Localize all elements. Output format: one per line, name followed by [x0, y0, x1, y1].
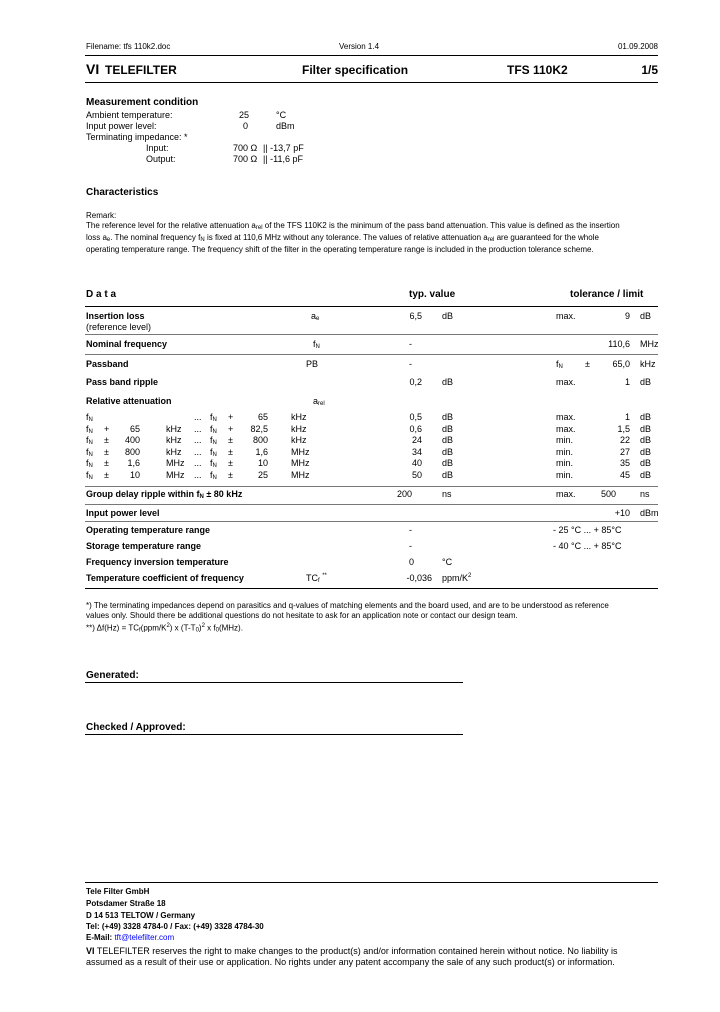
typ-unit: dB [442, 470, 454, 480]
relatt-row [0, 447, 720, 459]
footnote-2: **) $\Delta f(Hz) = TC_f(ppm/K^2)$ x $(T-T_0)^2$ x $f_0(MHz)$. [86, 623, 243, 634]
footer-email-line: E-Mail: tft@telefilter.com [86, 933, 175, 942]
limit-value: - 40 °C ... + 85°C [553, 541, 622, 551]
freq-start-value: 10 [129, 470, 140, 480]
row-divider [85, 486, 658, 487]
power-label: Input power level: [86, 121, 157, 131]
limit-value: 45 [619, 470, 630, 480]
row-divider [85, 334, 658, 335]
footnotes [86, 601, 670, 636]
freq-start-unit: kHz [166, 446, 182, 457]
limit-value: 500 [600, 489, 616, 499]
row-symbol: $TC_f$ ** [306, 573, 327, 584]
range-dots: ... [194, 470, 202, 480]
range-dots: ... [194, 412, 202, 422]
row-label: Relative attenuation [86, 396, 172, 406]
limit-value: 35 [619, 458, 630, 469]
row-symbol: PB [306, 359, 319, 369]
header-divider [85, 55, 658, 56]
row-label: Storage temperature range [86, 541, 202, 551]
typ-value: 0,2 [409, 377, 422, 387]
typ-value: 40 [411, 458, 422, 469]
row-label: Pass band ripple [86, 377, 159, 387]
company-name: TELEFILTER [105, 63, 177, 77]
freq-start-value: 400 [124, 435, 140, 446]
freq-end-value: 65 [257, 412, 268, 422]
freq-start-value: 65 [129, 423, 140, 434]
impedance-label: Terminating impedance: * [86, 132, 188, 142]
freq-start-unit: MHz [166, 458, 185, 469]
limit-value: 9 [624, 311, 630, 321]
freq-start-base: $f_N$ [86, 412, 93, 423]
typ-value: 0 [409, 557, 415, 567]
document-title: Filter specification [302, 63, 409, 77]
relatt-row [0, 470, 720, 482]
freq-end-op: + [228, 423, 234, 434]
row-label: Group delay ripple within $f_N \pm 80$ kHz [86, 489, 243, 500]
footer-disclaimer: VI TELEFILTER reserves the right to make changes to the product(s) and/or information contained herein without notice. No liability is assumed as a result of their use or application. No rights under any patent accompany the sale of any such product(s) or information. [86, 946, 618, 967]
limit-value: 1 [624, 412, 630, 422]
freq-end-unit: MHz [291, 470, 310, 480]
limit-type: min. [556, 470, 574, 480]
freq-start-unit: kHz [166, 423, 182, 434]
limit-unit: ns [640, 489, 650, 499]
typ-unit: dB [442, 423, 454, 434]
measurement-heading: Measurement condition [86, 97, 199, 108]
input-label: Input: [146, 143, 169, 153]
freq-start-base: $f_N$ [86, 446, 93, 458]
footer-divider [85, 882, 658, 883]
limit-value: 1,5 [617, 423, 630, 434]
output-cap: || -11,6 pF [263, 154, 304, 164]
limit-value: +10 [614, 508, 630, 518]
disclaimer-vi: VI [86, 946, 95, 956]
freq-end-value: 82,5 [250, 423, 268, 434]
col-tolerance: tolerance / limit [570, 289, 644, 300]
table-row [0, 525, 720, 537]
typ-value: - [409, 359, 412, 369]
row-symbol: $a_e$ [311, 311, 320, 322]
limit-unit: dB [640, 377, 652, 387]
freq-start-base: $f_N$ [86, 458, 93, 470]
freq-end-base: $f_N$ [210, 412, 217, 423]
freq-end-unit: MHz [291, 458, 310, 469]
limit-value: - 25 °C ... + 85°C [553, 525, 622, 535]
footnote-1: *) The terminating impedances depend on parasitics and q-values of matching elements and the board used, and are to be understood as reference [86, 601, 609, 610]
freq-start-unit: MHz [166, 470, 185, 480]
checked-signature-line [85, 734, 463, 735]
row-sublabel: (reference level) [86, 322, 152, 332]
freq-end-op: ± [228, 446, 233, 457]
table-row [0, 396, 720, 408]
freq-start-op: ± [104, 458, 109, 469]
limit-value: 110,6 [608, 339, 630, 349]
limit-unit: dB [640, 311, 652, 321]
freq-end-unit: kHz [291, 423, 307, 434]
freq-start-base: $f_N$ [86, 423, 93, 435]
row-symbol: $f_N$ [313, 339, 320, 350]
doc-date: 01.09.2008 [617, 42, 658, 51]
version: Version 1.4 [339, 42, 380, 51]
typ-unit: dB [442, 311, 454, 321]
freq-start-op: ± [104, 435, 109, 446]
row-label: Nominal frequency [86, 339, 168, 349]
part-number: TFS 110K2 [507, 63, 568, 77]
filename: Filename: tfs 110k2.doc [86, 42, 171, 51]
table-row [0, 377, 720, 389]
ambient-label: Ambient temperature: [86, 110, 173, 120]
page-number: 1/5 [641, 63, 658, 77]
freq-end-unit: kHz [291, 412, 307, 422]
relatt-row [0, 424, 720, 436]
limit-type: max. [556, 412, 576, 422]
limit-operator: ± [585, 359, 590, 369]
row-divider [85, 521, 658, 522]
table-row-sub [0, 322, 720, 334]
col-typ-value: typ. value [409, 289, 456, 300]
email-link[interactable]: tft@telefilter.com [114, 933, 175, 942]
footer-street: Potsdamer Straße 18 [86, 899, 166, 908]
row-label: Passband [86, 359, 129, 369]
limit-unit: dBm [640, 508, 659, 518]
range-dots: ... [194, 423, 202, 434]
typ-unit: dB [442, 446, 454, 457]
freq-end-base: $f_N$ [210, 458, 217, 470]
limit-type: min. [556, 446, 574, 457]
typ-unit: dB [442, 377, 454, 387]
checked-label: Checked / Approved: [86, 722, 186, 733]
limit-unit: dB [640, 423, 652, 434]
title-divider [85, 82, 658, 83]
footer-company: Tele Filter GmbH [86, 887, 150, 896]
logo-vi: VI [86, 61, 100, 77]
table-row [0, 508, 720, 520]
input-cap: || -13,7 pF [263, 143, 304, 153]
ambient-unit: °C [276, 110, 287, 120]
limit-type: min. [556, 458, 574, 469]
ambient-value: 25 [239, 110, 250, 120]
row-divider [85, 504, 658, 505]
freq-end-base: $f_N$ [210, 423, 217, 435]
freq-end-value: 1,6 [255, 446, 268, 457]
freq-end-op: ± [228, 435, 233, 446]
characteristics-heading: Characteristics [86, 187, 159, 198]
typ-value: 24 [411, 435, 422, 446]
limit-unit: kHz [640, 359, 656, 369]
table-row [0, 489, 720, 501]
output-value: 700 Ω [233, 154, 258, 164]
freq-start-value: 1,6 [127, 458, 140, 469]
freq-start-base: $f_N$ [86, 435, 93, 447]
row-label: Input power level [86, 508, 160, 518]
generated-label: Generated: [86, 670, 139, 681]
freq-end-value: 800 [252, 435, 268, 446]
limit-type: max. [556, 377, 576, 387]
typ-value: 0,6 [409, 423, 422, 434]
limit-unit: dB [640, 470, 652, 480]
typ-unit: dB [442, 435, 454, 446]
row-divider [85, 354, 658, 355]
row-label: Insertion loss [86, 311, 145, 321]
freq-end-base: $f_N$ [210, 470, 217, 481]
row-label: Temperature coefficient of frequency [86, 573, 244, 583]
typ-unit: dB [442, 412, 454, 422]
footnote-1-cont: values only. Should there be additional questions do not hesitate to ask for an application note or contact our design team. [86, 611, 518, 620]
table-end-divider [85, 588, 658, 589]
limit-type: min. [556, 435, 574, 446]
typ-value: 6,5 [409, 311, 422, 321]
range-dots: ... [194, 435, 202, 446]
freq-end-unit: kHz [291, 435, 307, 446]
limit-base: $f_N$ [556, 359, 563, 370]
table-row [0, 359, 720, 371]
relatt-row [0, 458, 720, 470]
freq-end-value: 10 [257, 458, 268, 469]
typ-value: - [409, 339, 412, 349]
limit-unit: dB [640, 458, 652, 469]
limit-value: 22 [619, 435, 630, 446]
table-row [0, 557, 720, 569]
limit-type: max. [556, 423, 576, 434]
limit-unit: MHz [640, 339, 659, 349]
range-dots: ... [194, 458, 202, 469]
freq-end-op: ± [228, 458, 233, 469]
power-unit: dBm [276, 121, 295, 131]
typ-value: - [409, 541, 412, 551]
typ-unit: dB [442, 458, 454, 469]
limit-unit: dB [640, 435, 652, 446]
limit-unit: dB [640, 446, 652, 457]
table-header [0, 289, 720, 301]
relatt-row [0, 412, 720, 424]
typ-value: -0,036 [406, 573, 432, 583]
limit-type: max. [556, 311, 576, 321]
remark-label: Remark: [86, 211, 117, 220]
relatt-row [0, 435, 720, 447]
remark-text: The reference level for the relative attenuation $a_{rel}$ of the TFS 110K2 is the minimum of the pass band attenuation. This value is defined as the insertion loss $a_e$. The nominal frequency $f_N$ is fixed at 110,6 MHz without any tolerance. The values of relative attenuation $a_{rel}$ are guaranteed for the whole operating temperature range. The frequency shift of the filter in the operating temperature range is included in the production tolerance scheme. [86, 221, 620, 254]
freq-start-op: ± [104, 446, 109, 457]
table-divider [85, 306, 658, 307]
table-row [0, 541, 720, 553]
table-row [0, 573, 720, 585]
table-row [0, 339, 720, 351]
typ-unit: ns [442, 489, 452, 499]
limit-unit: dB [640, 412, 652, 422]
typ-value: 34 [411, 446, 422, 457]
typ-value: 200 [396, 489, 412, 499]
col-data: D a t a [86, 289, 117, 300]
freq-start-op: ± [104, 470, 109, 480]
typ-unit: °C [442, 557, 453, 567]
freq-end-op: + [228, 412, 234, 422]
output-label: Output: [146, 154, 176, 164]
freq-start-value: 800 [124, 446, 140, 457]
freq-end-base: $f_N$ [210, 446, 217, 458]
power-value: 0 [243, 121, 249, 131]
freq-end-op: ± [228, 470, 233, 480]
row-label: Operating temperature range [86, 525, 211, 535]
freq-end-value: 25 [257, 470, 268, 480]
limit-value: 27 [619, 446, 630, 457]
freq-start-base: $f_N$ [86, 470, 93, 481]
row-label: Frequency inversion temperature [86, 557, 229, 567]
input-value: 700 Ω [233, 143, 258, 153]
typ-value: 50 [411, 470, 422, 480]
row-symbol: $a_{rel}$ [313, 396, 325, 407]
typ-value: 0,5 [409, 412, 422, 422]
typ-value: - [409, 525, 412, 535]
generated-signature-line [85, 682, 463, 683]
footer-phone: Tel: (+49) 3328 4784-0 / Fax: (+49) 3328 4784-30 [86, 922, 264, 931]
limit-value: 1 [624, 377, 630, 387]
range-dots: ... [194, 446, 202, 457]
freq-end-unit: MHz [291, 446, 310, 457]
typ-unit: ppm/$K^2$ [442, 573, 472, 583]
freq-end-base: $f_N$ [210, 435, 217, 447]
freq-start-unit: kHz [166, 435, 182, 446]
footer-city: D 14 513 TELTOW / Germany [86, 911, 196, 920]
freq-start-op: + [104, 423, 110, 434]
limit-value: 65,0 [612, 359, 630, 369]
limit-type: max. [556, 489, 576, 499]
